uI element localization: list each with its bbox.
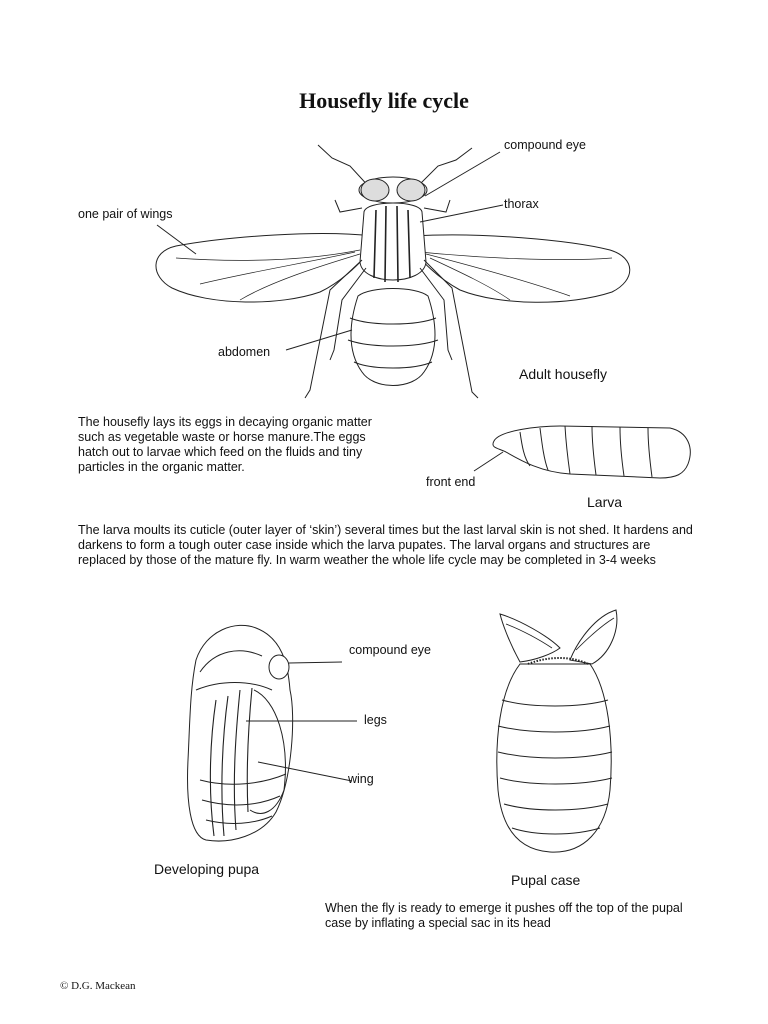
page-title: Housefly life cycle — [299, 88, 469, 113]
developing-pupa-drawing — [188, 625, 357, 841]
paragraph-pupation: The larva moults its cuticle (outer layer of ‘skin’) several times but the last larval skin is not shed. It hardens and darkens to form a tough outer case inside which the larva pupates. The larval organs and structures are replaced by those of the mature fly. In warm weather the whole life cycle may be completed in 3-4 weeks — [78, 523, 693, 567]
copyright-notice: © D.G. Mackean — [60, 980, 136, 992]
larva-body — [493, 426, 690, 478]
adult-housefly-drawing — [156, 145, 630, 398]
left-wing — [156, 234, 372, 302]
paragraph-emergence: When the fly is ready to emerge it pushes off the top of the pupal case by inflating a special sac in its head — [325, 901, 683, 930]
label-wing: wing — [348, 772, 374, 786]
label-wings: one pair of wings — [78, 207, 173, 221]
case-lid-left — [500, 614, 560, 662]
caption-larva: Larva — [587, 494, 623, 510]
thorax — [360, 203, 426, 280]
pupa-compound-eye — [269, 655, 289, 679]
larva-drawing — [474, 426, 690, 478]
label-legs: legs — [364, 713, 387, 727]
caption-adult-housefly: Adult housefly — [519, 366, 607, 382]
label-compound-eye-pupa: compound eye — [349, 643, 432, 657]
left-compound-eye — [361, 179, 389, 201]
label-front-end: front end — [426, 475, 476, 489]
abdomen — [351, 289, 435, 386]
label-thorax: thorax — [504, 197, 539, 211]
right-wing — [414, 235, 630, 302]
right-compound-eye — [397, 179, 425, 201]
case-lid-right — [570, 610, 617, 664]
label-compound-eye-adult: compound eye — [504, 138, 587, 152]
paragraph-eggs: The housefly lays its eggs in decaying organic matter such as vegetable waste or horse manure.The eggs hatch out to larvae which feed on the fluids and tiny particles in the organic matter. — [78, 415, 372, 474]
pupal-case-drawing — [497, 610, 617, 852]
caption-pupal-case: Pupal case — [511, 872, 581, 888]
label-abdomen: abdomen — [218, 345, 271, 359]
caption-developing-pupa: Developing pupa — [154, 861, 260, 877]
